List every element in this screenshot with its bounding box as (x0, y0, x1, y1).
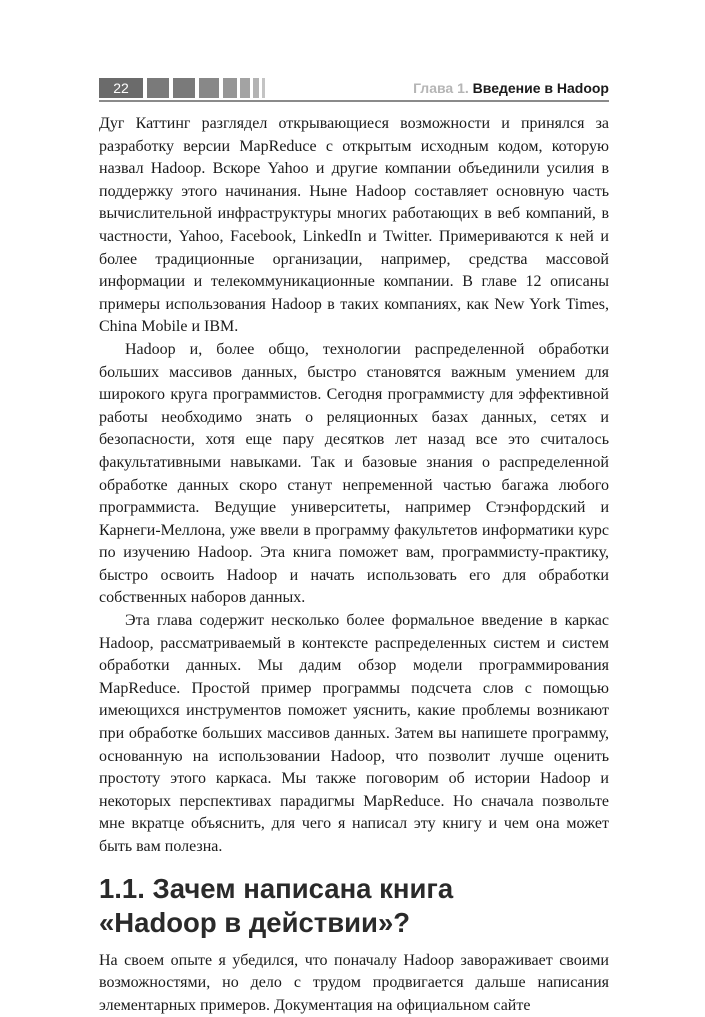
header-bar-3 (199, 78, 219, 98)
section-heading-line-1: 1.1. Зачем написана книга (99, 872, 454, 904)
section-heading (99, 872, 609, 940)
paragraph-2: Hadoop и, более общо, технологии распределенной обработки больших массивов данных, быстро становятся важным умением для широкого круга программистов. Сегодня программисту для эффективной работы необходимо знать о реляционных базах данных, сетях и безопасности, хотя еще пару десятков лет назад все это считалось факультативными навыками. Так и базовые знания о распределенной обработке данных скоро станут непременной частью багажа любого программиста. Ведущие университеты, например Стэнфордский и Карнеги-Меллона, уже ввели в программу факультетов информатики курс по изучению Hadoop. Эта книга поможет вам, программисту-практику, быстро освоить Hadoop и начать использовать его для обработки собственных наборов данных. (99, 340, 609, 607)
header-bar-4 (223, 78, 237, 98)
page-number: 22 (99, 78, 143, 98)
paragraph-1: Дуг Каттинг разглядел открывающиеся возможности и принялся за разработку версии MapReduce с открытым исходным кодом, которую назвал Hadoop. Вскоре Yahoo и другие компании объединили усилия в поддержку этого начинания. Ныне Hadoop составляет основную часть вычислительной инфраструктуры многих работающих в веб компаний, в частности, Yahoo, Facebook, LinkedIn и Twitter. Примериваются к ней и более традиционные организации, например, средства массовой информации и телекоммуникационные компании. В главе 12 описаны примеры использования Hadoop в таких компаниях, как New York Times, China Mobile и IBM. (99, 115, 609, 336)
header-bar-2 (173, 78, 195, 98)
page-body (99, 113, 609, 1017)
page-header (99, 78, 609, 98)
chapter-label: Глава 1. (413, 80, 469, 96)
chapter-name: Введение в Hadoop (472, 80, 609, 96)
running-head (413, 78, 609, 98)
paragraph-3: Эта глава содержит несколько более формальное введение в каркас Hadoop, рассматриваемый в контексте распределенных систем и систем обработки данных. Мы дадим обзор модели программирования MapReduce. Простой пример программы подсчета слов с помощью имеющихся инструментов поможет уяснить, какие проблемы возникают при обработке больших массивов данных. Затем вы напишете программу, основанную на использовании Hadoop, что позволит лучше оценить простоту этого каркаса. Мы также поговорим об истории Hadoop и некоторых перспективах парадигмы MapReduce. Но сначала позвольте мне вкратце объяснить, для чего я написал эту книгу и чем она может быть вам полезна. (99, 612, 609, 855)
header-bar-6 (253, 78, 259, 98)
header-bar-5 (240, 78, 250, 98)
section-paragraph: На своем опыте я убедился, что поначалу Hadoop завораживает своими возможностями, но дело с трудом продвигается дальше написания элементарных примеров. Документация на официальном сайте (99, 951, 609, 1014)
header-bar-7 (262, 78, 265, 98)
header-rule (99, 100, 609, 102)
header-bar-1 (147, 78, 169, 98)
section-heading-line-2: «Hadoop в действии»? (99, 906, 411, 938)
